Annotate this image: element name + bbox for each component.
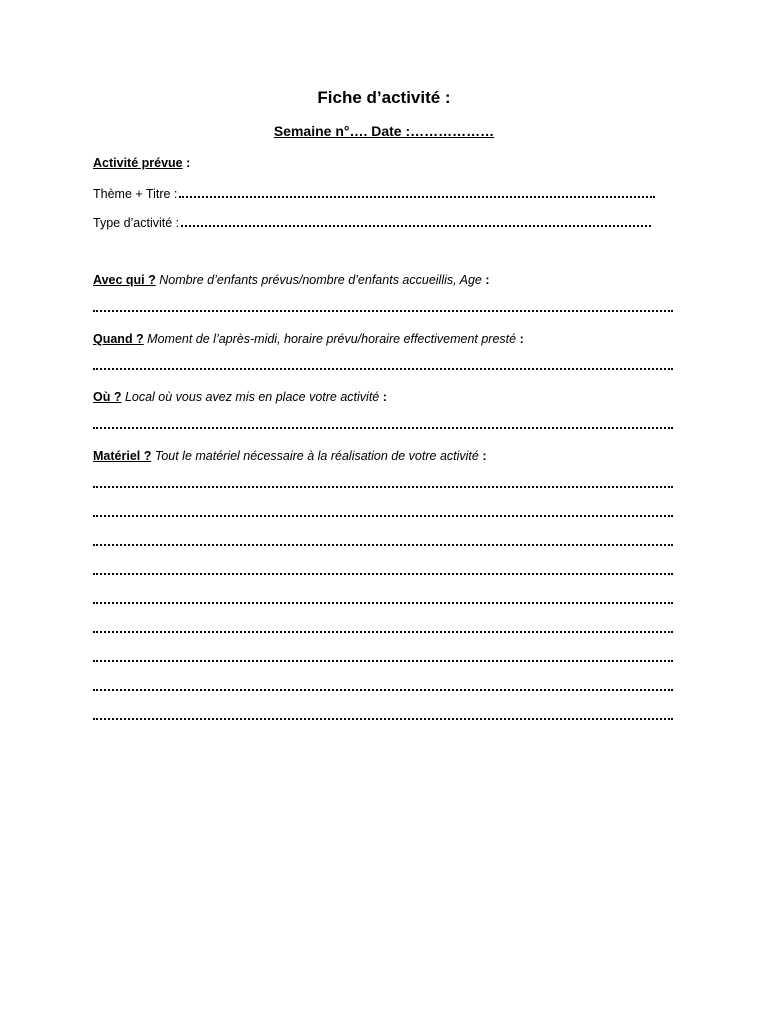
question-material-colon: : [478,449,487,463]
activity-type-dots[interactable] [181,224,651,227]
question-when-label: Quand ? [93,332,144,346]
answer-line-material-4[interactable] [93,569,673,575]
theme-title-dots[interactable] [179,195,655,198]
week-date-line [0,123,768,139]
question-when [93,331,673,347]
answer-line-material-1[interactable] [93,482,673,488]
question-with-whom-text: Nombre d’enfants prévus/nombre d’enfants accueillis, Age [155,273,482,287]
answer-line-material-5[interactable] [93,598,673,604]
theme-title-label: Thème + Titre : [93,187,178,201]
activity-type-label: Type d’activité : [93,216,180,230]
answer-line-where[interactable] [93,423,673,429]
answer-line-material-6[interactable] [93,627,673,633]
question-when-colon: : [516,332,524,346]
answer-line-material-9[interactable] [93,714,673,720]
answer-line-material-3[interactable] [93,540,673,546]
question-where-label: Où ? [93,390,122,404]
question-with-whom-colon: : [481,273,490,287]
page-title: Fiche d’activité : [317,88,451,107]
answer-line-with-whom[interactable] [93,306,673,312]
answer-line-material-2[interactable] [93,511,673,517]
question-where-text: Local où vous avez mis en place votre activité [121,390,380,404]
question-where [93,389,673,405]
week-date-text: Semaine n°…. Date :……………… [273,123,495,139]
question-with-whom [93,272,673,288]
planned-activity-heading [93,155,673,171]
question-material-text: Tout le matériel nécessaire à la réalisation de votre activité [151,449,479,463]
answer-line-material-8[interactable] [93,685,673,691]
planned-activity-colon: : [182,156,191,170]
planned-activity-label: Activité prévue [93,156,183,170]
question-where-colon: : [379,390,387,404]
question-material-label: Matériel ? [93,449,152,463]
question-with-whom-label: Avec qui ? [93,273,156,287]
theme-title-line [93,186,673,202]
answer-line-material-7[interactable] [93,656,673,662]
question-material [93,448,673,464]
question-when-text: Moment de l’après-midi, horaire prévu/horaire effectivement presté [143,332,517,346]
answer-line-when[interactable] [93,364,673,370]
activity-type-line [93,215,673,231]
